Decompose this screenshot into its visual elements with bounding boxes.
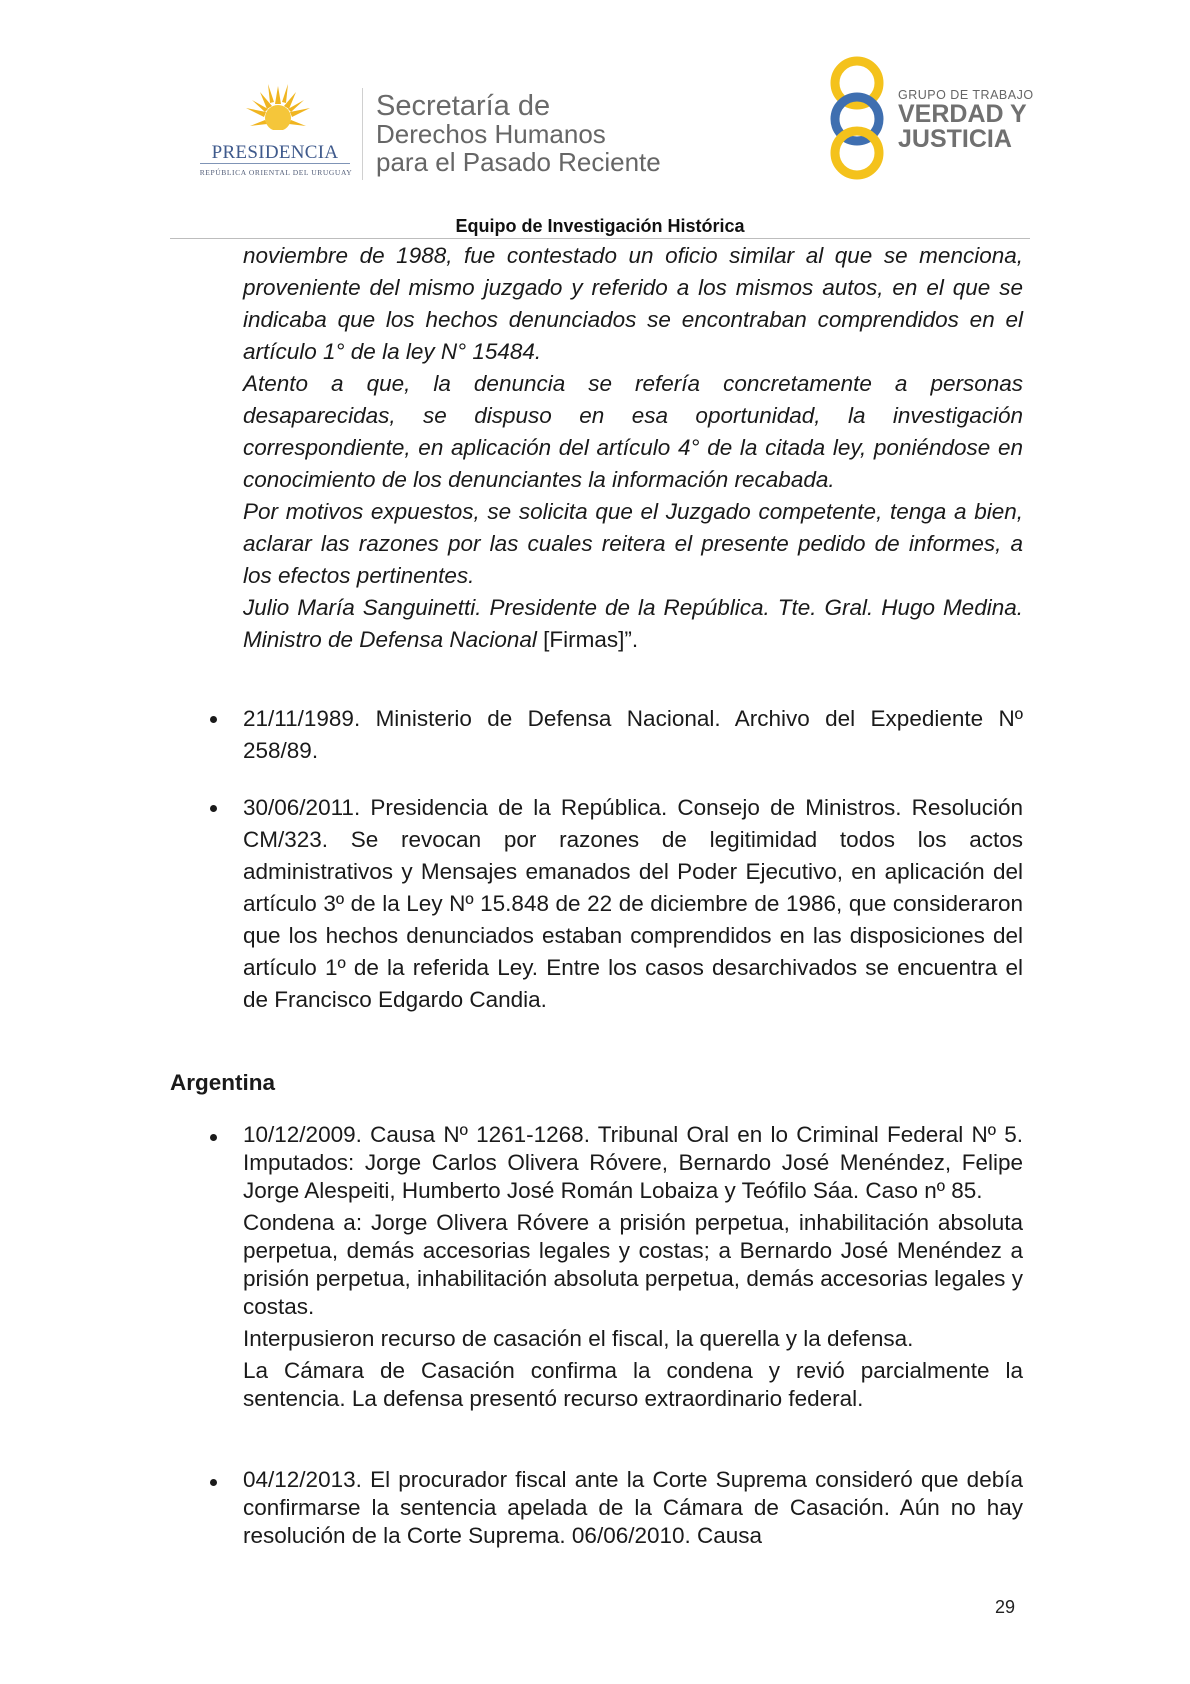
sun-icon — [240, 80, 316, 140]
quoted-message — [243, 240, 1023, 656]
secretaria-line-1: Secretaría de — [376, 90, 551, 122]
quote-paragraph-2: Atento a que, la denuncia se refería concretamente a personas desaparecidas, se dispuso en esa oportunidad, la investigación correspondiente, en aplicación del artículo 4° de la citada ley, poniéndose en conocimiento de los denunciantes la información recabada. — [243, 371, 1023, 492]
list-item — [243, 792, 1023, 1016]
bullet-icon — [210, 805, 217, 812]
list-item-text: 21/11/1989. Ministerio de Defensa Nacional. Archivo del Expediente Nº 258/89. — [243, 706, 1023, 763]
list-item-text: Condena a: Jorge Olivera Róvere a prisión perpetua, inhabilitación absoluta perpetua, demás accesorias legales y costas; a Bernardo José Menéndez a prisión perpetua, inhabilitación absoluta perpetua, demás accesorias legales y costas. — [243, 1210, 1023, 1319]
gtvj-line-2: VERDAD Y — [898, 100, 1027, 128]
gtvj-logo-text — [898, 88, 1034, 152]
list-item — [243, 1121, 1023, 1417]
quote-firmas: [Firmas]”. — [536, 627, 639, 652]
list-item — [243, 1466, 1023, 1550]
presidencia-subtitle: REPÚBLICA ORIENTAL DEL URUGUAY — [199, 168, 353, 177]
header-rule — [170, 238, 1030, 239]
list-item-text: 10/12/2009. Causa Nº 1261-1268. Tribunal Oral en lo Criminal Federal Nº 5. Imputados: Jorge Carlos Olivera Róvere, Bernardo José Menéndez, Felipe Jorge Alespeiti, Humberto José Román Lobaiza y Teófilo Sáa. Caso nº 85. — [243, 1122, 1023, 1203]
bullet-icon — [210, 716, 217, 723]
gtvj-line-3: JUSTICIA — [898, 125, 1012, 153]
list-item-text: La Cámara de Casación confirma la condena y revió parcialmente la sentencia. La defensa presentó recurso extraordinario federal. — [243, 1358, 1023, 1411]
quote-paragraph-4 — [243, 592, 1023, 656]
secretaria-line-2: Derechos Humanos — [376, 119, 606, 149]
list-item — [243, 703, 1023, 767]
page-header — [0, 0, 1190, 236]
logo-rule — [200, 163, 350, 164]
presidencia-logo — [196, 80, 356, 180]
secretaria-title — [376, 92, 661, 176]
rings-logo-icon — [820, 55, 895, 180]
bullet-icon — [210, 1134, 217, 1141]
list-item-text: Interpusieron recurso de casación el fiscal, la querella y la defensa. — [243, 1326, 914, 1351]
secretaria-line-3: para el Pasado Reciente — [376, 147, 661, 177]
list-item-text: 30/06/2011. Presidencia de la República. Consejo de Ministros. Resolución CM/323. Se revocan por razones de legitimidad todos los actos administrativos y Mensajes emanados del Poder Ejecutivo, en aplicación del artículo 3º de la Ley Nº 15.848 de 22 de diciembre de 1986, que consideraron que los hechos denunciados estaban comprendidos en las disposiciones del artículo 1º de la referida Ley. Entre los casos desarchivados se encuentra el de Francisco Edgardo Candia. — [243, 795, 1023, 1012]
header-caption: Equipo de Investigación Histórica — [455, 216, 745, 236]
section-heading: Argentina — [170, 1070, 276, 1095]
bullet-icon — [210, 1479, 217, 1486]
quote-paragraph-3: Por motivos expuestos, se solicita que el Juzgado competente, tenga a bien, aclarar las razones por las cuales reitera el presente pedido de informes, a los efectos pertinentes. — [243, 499, 1023, 588]
logo-divider — [362, 88, 363, 180]
list-item-text: 04/12/2013. El procurador fiscal ante la Corte Suprema consideró que debía confirmarse la sentencia apelada de la Cámara de Casación. Aún no hay resolución de la Corte Suprema. 06/06/2010. Causa — [243, 1467, 1023, 1548]
presidencia-name: PRESIDENCIA — [211, 142, 339, 163]
quote-signatories: Julio María Sanguinetti. Presidente de la República. Tte. Gral. Hugo Medina. Ministro de Defensa Nacional — [243, 595, 1023, 652]
page-number: 29 — [995, 1597, 1016, 1617]
quote-paragraph-1: noviembre de 1988, fue contestado un oficio similar al que se menciona, proveniente del mismo juzgado y referido a los mismos autos, en el que se indicaba que los hechos denunciados se encontraban comprendidos en el artículo 1° de la ley N° 15484. — [243, 243, 1023, 364]
gtvj-line-1: GRUPO DE TRABAJO — [898, 88, 1034, 102]
